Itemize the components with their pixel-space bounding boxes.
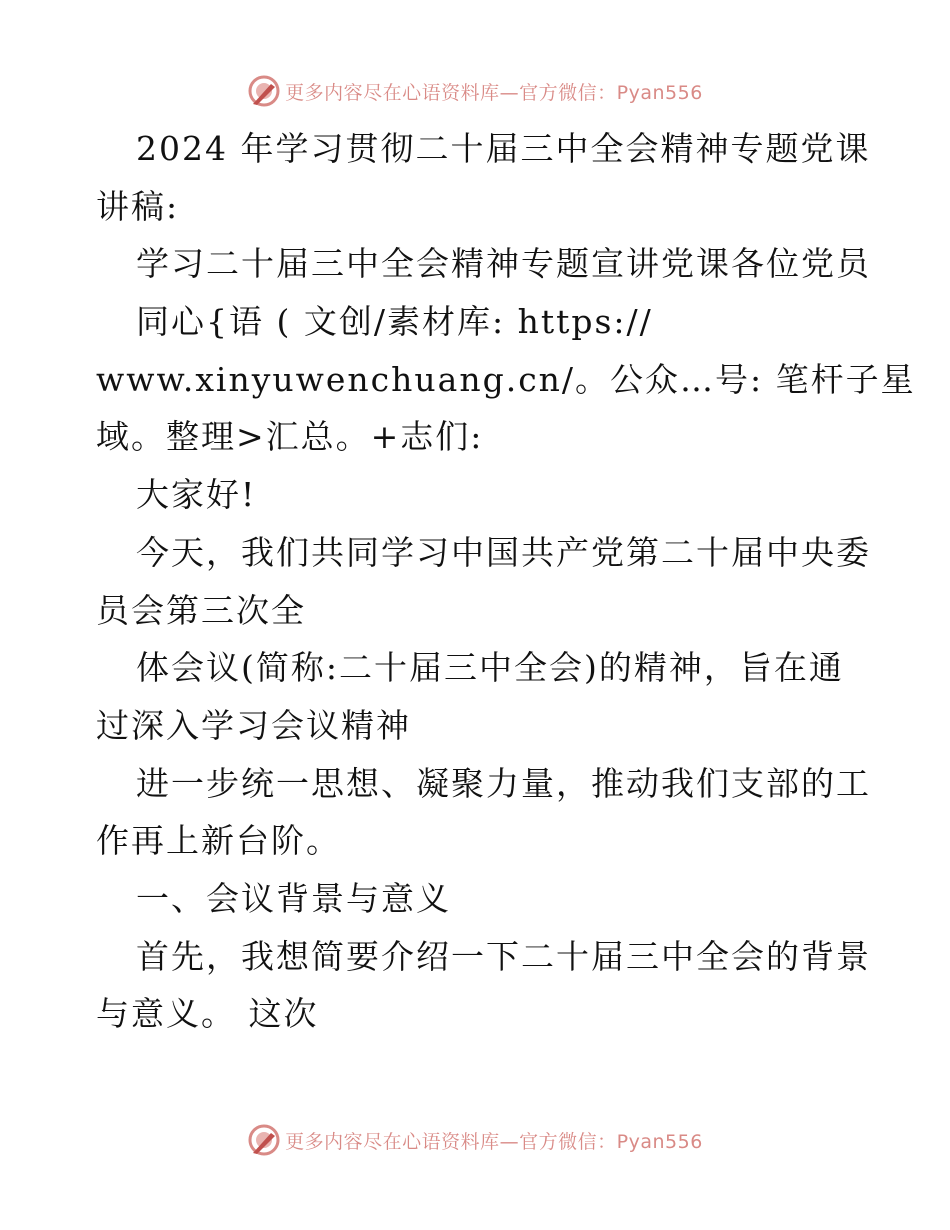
paragraph-line: 过深入学习会议精神 (96, 705, 411, 745)
paragraph-line: 今天，我们共同学习中国共产党第二十届中央委 (136, 532, 871, 572)
paragraph-line: www.xinyuwenchuang.cn/。公众…号: 笔杆子星 (96, 359, 916, 399)
footer-watermark-banner (0, 1120, 950, 1160)
paragraph-line: 域。整理>汇总。+志们: (96, 417, 484, 457)
pen-seal-icon (247, 74, 281, 108)
pen-seal-icon (247, 1123, 281, 1157)
title-line-2: 讲稿: (96, 186, 180, 226)
paragraph-line: 进一步统一思想、凝聚力量，推动我们支部的工 (136, 763, 871, 803)
header-watermark-banner (0, 71, 950, 111)
title-line-1: 2024 年学习贯彻二十届三中全会精神专题党课 (136, 129, 871, 168)
paragraph-line: 员会第三次全 (96, 590, 306, 630)
paragraph-line: 学习二十届三中全会精神专题宣讲党课各位党员 (136, 244, 871, 284)
paragraph-line: 作再上新台阶。 (96, 821, 341, 861)
document-body (96, 120, 916, 1043)
header-watermark-text: 更多内容尽在心语资料库—官方微信：Pyan556 (285, 81, 703, 104)
paragraph-line: 与意义。 这次 (96, 994, 319, 1034)
paragraph-line: 首先，我想简要介绍一下二十届三中全会的背景 (136, 936, 871, 976)
section-heading: 一、会议背景与意义 (136, 878, 451, 918)
paragraph-line: 同心{语 ( 文创/素材库: https:// (136, 302, 653, 342)
greeting-line: 大家好! (136, 475, 257, 515)
paragraph-line: 体会议(简称:二十届三中全会)的精神，旨在通 (136, 648, 844, 688)
footer-watermark-text: 更多内容尽在心语资料库—官方微信：Pyan556 (285, 1130, 703, 1153)
